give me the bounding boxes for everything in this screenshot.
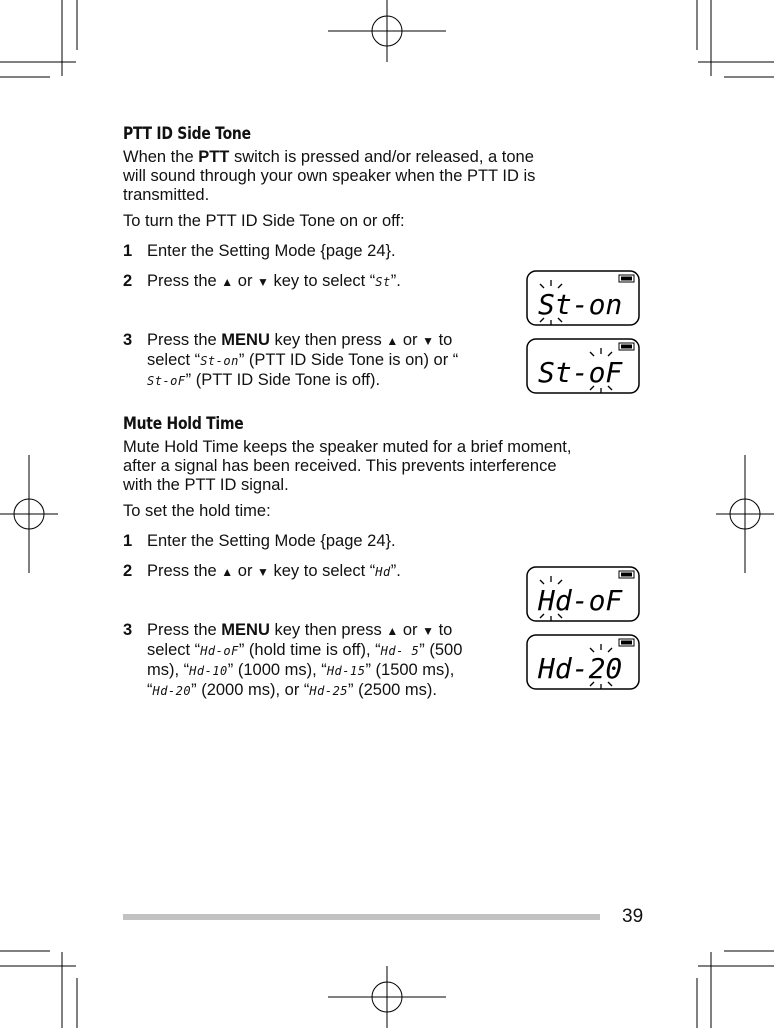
lcd-code: Hd- 5 — [380, 644, 420, 658]
paragraph: transmitted. — [123, 186, 210, 204]
step-number: 2 — [123, 562, 133, 580]
lcd-text: Hd-oF — [538, 584, 623, 617]
down-arrow-icon: ▼ — [257, 275, 269, 289]
step-item: 2 Press the ▲ or ▼ key to select “Hd”. — [123, 562, 401, 580]
paragraph: When the PTT switch is pressed and/or released, a tone — [123, 148, 534, 166]
lcd-code: St-oF — [147, 374, 186, 388]
down-arrow-icon: ▼ — [422, 624, 434, 638]
lcd-code: Hd-15 — [326, 664, 366, 678]
lcd-display-st-off — [526, 338, 640, 394]
step-item — [123, 242, 643, 261]
lcd-display-hd-20 — [526, 634, 640, 690]
up-arrow-icon: ▲ — [221, 565, 234, 579]
lcd-code: Hd-10 — [189, 664, 228, 678]
step-item: 2 Press the ▲ or ▼ key to select “St”. — [123, 272, 401, 290]
lcd-text: St-on — [538, 288, 623, 321]
section-heading-mute-hold-time: Mute Hold Time — [123, 414, 244, 434]
paragraph: To set the hold time: — [123, 502, 271, 520]
down-arrow-icon: ▼ — [257, 565, 269, 579]
lcd-code: Hd — [375, 565, 391, 579]
paragraph: Mute Hold Time keeps the speaker muted for a brief moment, — [123, 438, 572, 456]
lcd-text: St-oF — [538, 356, 623, 389]
up-arrow-icon: ▲ — [386, 624, 399, 638]
step-number: 3 — [123, 621, 133, 639]
step-text: Enter the Setting Mode {page 24}. — [147, 242, 396, 260]
step-number: 2 — [123, 272, 133, 290]
lcd-code: Hd-20 — [152, 684, 192, 698]
lcd-text: Hd-20 — [538, 652, 623, 685]
paragraph: with the PTT ID signal. — [123, 476, 289, 494]
up-arrow-icon: ▲ — [386, 334, 399, 348]
paragraph: will sound through your own speaker when the PTT ID is — [123, 167, 536, 185]
step-number: 3 — [123, 331, 133, 349]
lcd-code: St-on — [200, 354, 239, 368]
lcd-display-hd-off — [526, 566, 640, 622]
lcd-display-st-on — [526, 270, 640, 326]
step-number: 1 — [123, 532, 133, 550]
paragraph: To turn the PTT ID Side Tone on or off: — [123, 212, 405, 230]
page-number: 39 — [622, 906, 644, 927]
lcd-code: St — [375, 275, 391, 289]
lcd-code: Hd-25 — [309, 684, 349, 698]
step-item: 3 Press the MENU key then press ▲ or ▼ to select “St-on” (PTT ID Side Tone is on) or “ St-oF” (PTT ID Side Tone is off). — [123, 331, 459, 389]
up-arrow-icon: ▲ — [221, 275, 234, 289]
footer-rule — [123, 914, 600, 920]
step-number: 1 — [123, 242, 133, 260]
step-item: 3 Press the MENU key then press ▲ or ▼ to select “Hd-oF” (hold time is off), “Hd- 5” (500 ms), “Hd-10” (1000 ms), “Hd-15” (1500 ms), “Hd-20” (2000 ms), or “Hd-25” (2500 ms). — [123, 621, 463, 699]
down-arrow-icon: ▼ — [422, 334, 434, 348]
lcd-code: Hd-oF — [200, 644, 239, 658]
section-heading-ptt-id-side-tone: PTT ID Side Tone — [123, 124, 251, 144]
step-text: Enter the Setting Mode {page 24}. — [147, 532, 396, 550]
step-item — [123, 532, 643, 551]
paragraph: after a signal has been received. This prevents interference — [123, 457, 557, 475]
